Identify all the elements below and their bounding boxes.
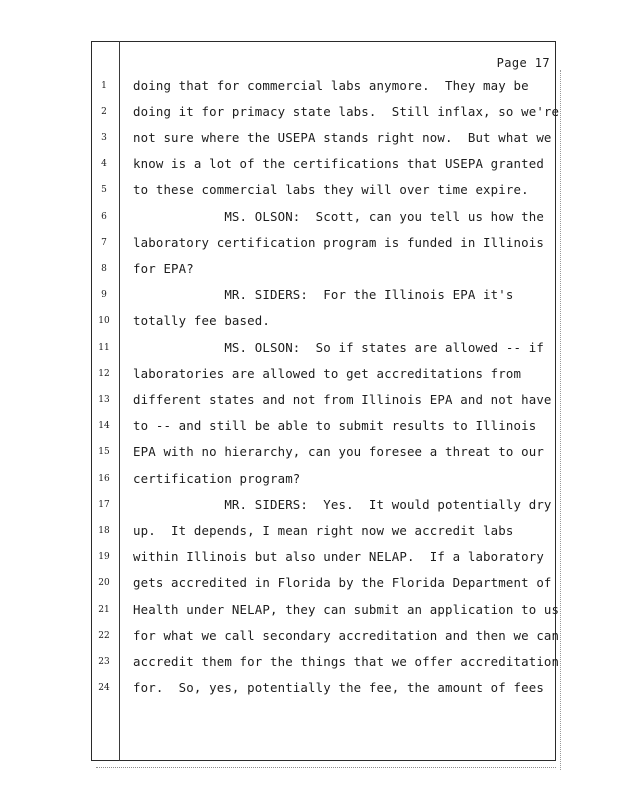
line-text: Health under NELAP, they can submit an application to us (133, 602, 560, 617)
transcript-line (0, 287, 618, 303)
line-text: laboratory certification program is funded in Illinois (133, 235, 544, 250)
transcript-line (0, 471, 618, 487)
line-text: doing that for commercial labs anymore. They may be (133, 78, 529, 93)
page-number: Page 17 (496, 56, 550, 70)
transcript-line (0, 549, 618, 565)
line-text: to -- and still be able to submit results to Illinois (133, 418, 537, 433)
transcript-line (0, 261, 618, 277)
transcript-line (0, 182, 618, 198)
line-text: accredit them for the things that we offer accreditation (133, 654, 560, 669)
line-text: for EPA? (133, 261, 194, 276)
line-number: 1 (101, 81, 107, 91)
transcript-line (0, 340, 618, 356)
transcript-line (0, 156, 618, 172)
transcript-line (0, 78, 618, 94)
line-number: 21 (98, 605, 110, 615)
line-number: 12 (98, 369, 110, 379)
line-text: laboratories are allowed to get accreditations from (133, 366, 522, 381)
transcript-line (0, 366, 618, 382)
transcript-line (0, 444, 618, 460)
line-number: 13 (98, 395, 110, 405)
line-text: not sure where the USEPA stands right now. But what we (133, 130, 552, 145)
transcript-line (0, 523, 618, 539)
transcript-line (0, 628, 618, 644)
line-text: for. So, yes, potentially the fee, the amount of fees (133, 680, 544, 695)
line-text: MR. SIDERS: For the Illinois EPA it's (133, 287, 514, 302)
line-number: 5 (101, 185, 107, 195)
line-text: MS. OLSON: So if states are allowed -- if (133, 340, 544, 355)
line-text: for what we call secondary accreditation and then we can (133, 628, 560, 643)
transcript-line (0, 104, 618, 120)
line-number: 15 (98, 447, 110, 457)
line-number: 14 (98, 421, 110, 431)
bottom-scan-artifact (96, 767, 556, 768)
line-text: to these commercial labs they will over time expire. (133, 182, 529, 197)
transcript-line (0, 497, 618, 513)
line-text: different states and not from Illinois EPA and not have (133, 392, 552, 407)
line-number: 8 (101, 264, 107, 274)
transcript-line (0, 680, 618, 696)
line-text: MR. SIDERS: Yes. It would potentially dry (133, 497, 552, 512)
transcript-line (0, 209, 618, 225)
line-text: MS. OLSON: Scott, can you tell us how the (133, 209, 544, 224)
line-number: 9 (101, 290, 107, 300)
line-number: 22 (98, 631, 110, 641)
line-number: 19 (98, 552, 110, 562)
line-number: 17 (98, 500, 110, 510)
line-number: 24 (98, 683, 110, 693)
line-number: 3 (101, 133, 107, 143)
transcript-line (0, 313, 618, 329)
transcript-line (0, 575, 618, 591)
line-text: doing it for primacy state labs. Still inflax, so we're (133, 104, 560, 119)
transcript-line (0, 130, 618, 146)
line-number: 18 (98, 526, 110, 536)
line-text: certification program? (133, 471, 301, 486)
line-number: 23 (98, 657, 110, 667)
line-text: up. It depends, I mean right now we accredit labs (133, 523, 514, 538)
line-number: 7 (101, 238, 107, 248)
transcript-line (0, 654, 618, 670)
transcript-line (0, 235, 618, 251)
line-number: 16 (98, 474, 110, 484)
line-text: know is a lot of the certifications that USEPA granted (133, 156, 544, 171)
transcript-line (0, 392, 618, 408)
line-number: 6 (101, 212, 107, 222)
line-number: 4 (101, 159, 107, 169)
line-number: 11 (98, 343, 110, 353)
transcript-line (0, 602, 618, 618)
line-text: gets accredited in Florida by the Florida Department of (133, 575, 552, 590)
line-number: 10 (98, 316, 110, 326)
line-number: 20 (98, 578, 110, 588)
line-text: within Illinois but also under NELAP. If a laboratory (133, 549, 544, 564)
line-text: totally fee based. (133, 313, 270, 328)
line-number: 2 (101, 107, 107, 117)
line-text: EPA with no hierarchy, can you foresee a threat to our (133, 444, 544, 459)
transcript-line (0, 418, 618, 434)
